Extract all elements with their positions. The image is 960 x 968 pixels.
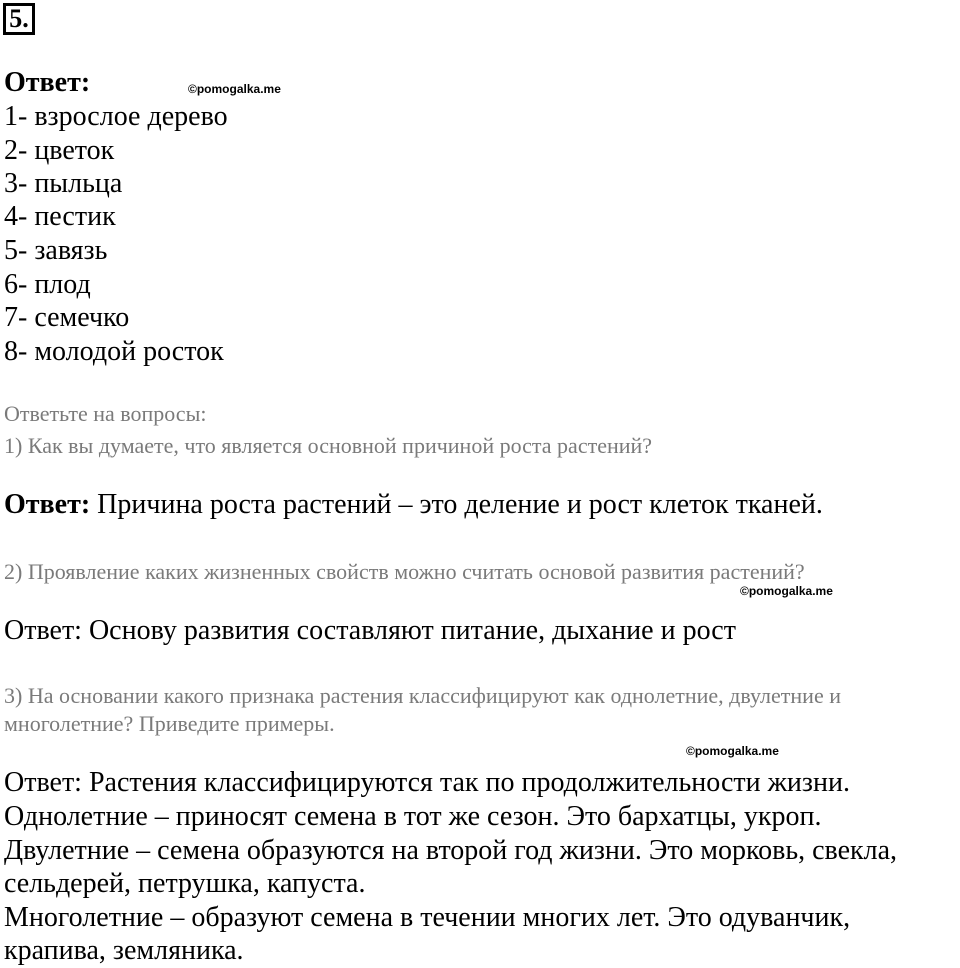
answer-3-line: сельдерей, петрушка, капуста. [4,868,366,899]
answer-1-text: Причина роста растений – это деление и рост клеток тканей. [90,489,823,520]
answer-3-line: крапива, земляника. [4,935,244,966]
answer-3-line: Многолетние – образуют семена в течении многих лет. Это одуванчик, [4,902,851,933]
list-item: 7- семечко [4,302,130,333]
list-item: 5- завязь [4,235,108,266]
answer-heading [4,66,90,100]
list-item: 3- пыльца [4,168,123,199]
questions-intro: Ответьте на вопросы: [4,401,207,426]
watermark-1: ©pomogalka.me [188,82,281,96]
question-3-line-1: 3) На основании какого признака растения классифицируют как однолетние, двулетние и [4,683,841,708]
question-2: 2) Проявление каких жизненных свойств можно считать основой развития растений? [4,559,805,584]
answer-1-label: Ответ: [4,489,91,520]
list-item: 6- плод [4,269,91,300]
watermark-3: ©pomogalka.me [686,744,779,758]
answer-2: Ответ: Основу развития составляют питание, дыхание и рост [4,615,736,646]
list-item: 4- пестик [4,201,116,232]
question-1: 1) Как вы думаете, что является основной причиной роста растений? [4,433,653,458]
list-item: 8- молодой росток [4,336,224,367]
task-number-box: 5. [3,3,35,35]
list-item: 1- взрослое дерево [4,101,228,132]
answer-3-line: Однолетние – приносят семена в тот же сезон. Это бархатцы, укроп. [4,801,822,832]
question-3-line-2: многолетние? Приведите примеры. [4,711,335,736]
list-item: 2- цветок [4,135,115,166]
answer-3-line: Ответ: Растения классифицируются так по продолжительности жизни. [4,767,850,798]
answer-1 [4,488,823,522]
answer-3-line: Двулетние – семена образуются на второй год жизни. Это морковь, свекла, [4,835,898,866]
answer-label: Ответ: [4,67,91,98]
watermark-2: ©pomogalka.me [740,584,833,598]
